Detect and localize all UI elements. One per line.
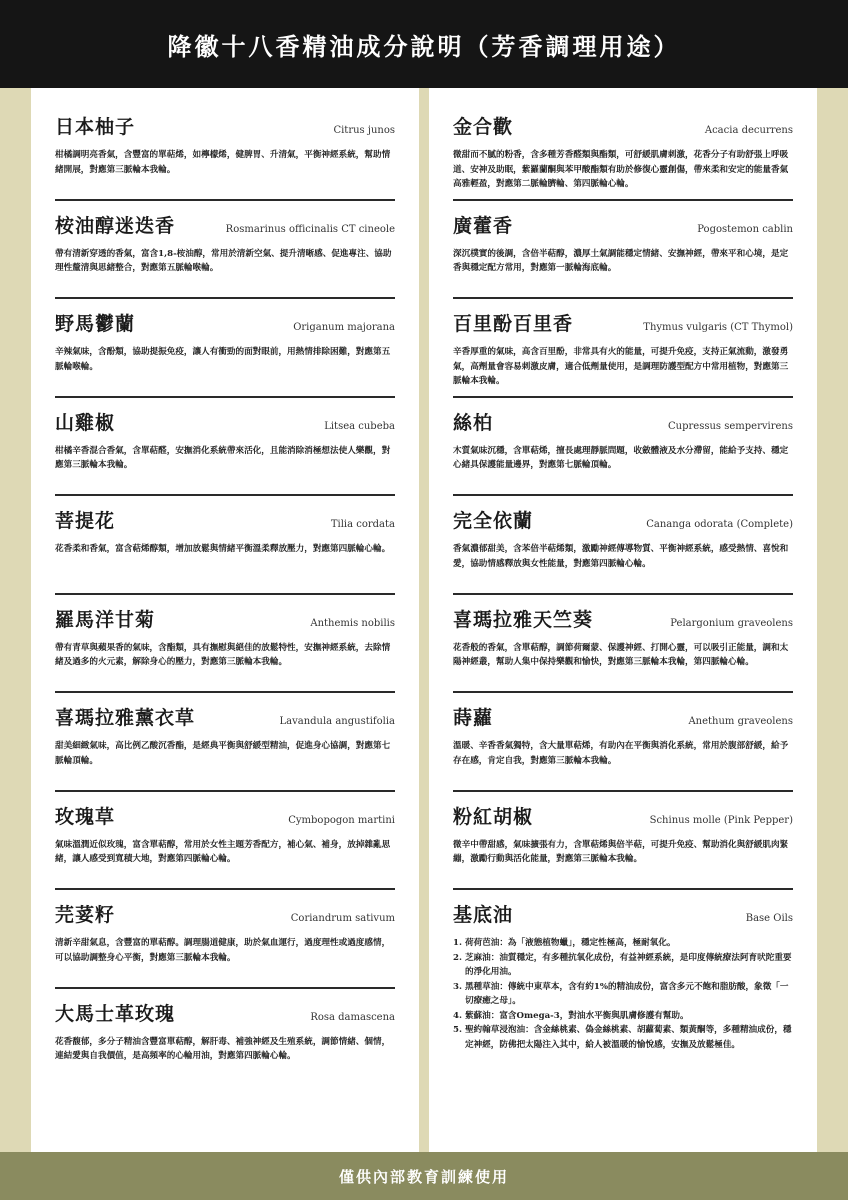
oil-name: 百里酚百里香 [453, 313, 574, 335]
base-oil-item: 2. 芝麻油：油質穩定，有多種抗氧化成份，有益神經系統，是印度傳統療法阿育吠陀重要的淨化用油。 [453, 952, 792, 977]
oil-entry [453, 496, 793, 595]
oil-entry-header [453, 309, 793, 336]
oil-entry [55, 398, 395, 497]
base-oil-item: 3. 黑種草油：傳統中東草本，含有約1%的精油成份，富含多元不飽和脂肪酸，象徵「一切療癒之母」。 [453, 981, 789, 1006]
oil-entry-header [453, 900, 793, 927]
oil-entry [55, 496, 395, 595]
oil-latin-name: Anthemis nobilis [310, 617, 395, 629]
oil-entry [55, 299, 395, 398]
oil-description: 微辛中帶甜感，氣味擴張有力，含單萜烯與倍半萜，可提升免疫、幫助消化與舒緩肌肉緊繃，激勵行動與活化能量，對應第三脈輪本我輪。 [453, 839, 789, 864]
oil-entry [453, 299, 793, 398]
oil-name: 菩提花 [55, 510, 116, 532]
oil-latin-name: Cananga odorata (Complete) [646, 519, 793, 530]
oil-description: 花香柔和香氣，富含萜烯醇類，增加放鬆與情緒平衡溫柔釋放壓力，對應第四脈輪心輪。 [55, 544, 391, 554]
oil-entry-header [453, 408, 793, 435]
left-column [31, 88, 419, 1152]
oil-entry [453, 201, 793, 300]
oil-entry [55, 201, 395, 300]
oil-entry [453, 102, 793, 201]
base-oils-section [453, 890, 793, 1050]
oil-latin-name: Litsea cubeba [324, 420, 395, 432]
base-oils-list [453, 936, 793, 1052]
oil-description: 帶有青草與蘋果香的氣味，含酯類，具有撫慰與絕佳的放鬆特性，安撫神經系統，去除情緒及過多的火元素，解除身心的壓力，對應第三脈輪本我輪。 [55, 642, 391, 667]
oil-entry-header [453, 112, 793, 139]
base-oil-item: 5. 聖約翰草浸泡油：含金絲桃素、偽金絲桃素、胡蘿蔔素、類黃酮等，多種精油成份，穩定神經，防佛把太陽注入其中，給人被溫暖的愉悅感，安撫及放鬆極佳。 [453, 1025, 792, 1050]
oil-latin-name: Tilia cordata [330, 519, 395, 530]
oil-name: 完全依蘭 [453, 510, 534, 532]
oil-description: 氣味溫潤近似玫瑰，富含單萜醇，常用於女性主題芳香配方，補心氣、補身，放掉雜亂思緒，讓人感受到寬積大地，對應第四脈輪心輪。 [55, 839, 391, 864]
oil-description: 香氣濃郁甜美，含苯倍半萜烯類，激勵神經傳導物質、平衡神經系統，感受熱情、喜悅和愛，協助情感釋放與女性能量，對應第四脈輪心輪。 [453, 544, 789, 569]
oil-entry-header [55, 408, 395, 435]
oil-description: 帶有清新穿透的香氣，富含1,8-桉油醇，常用於清新空氣、提升清晰感、促進專注、協助理性釐清與思緒整合，對應第五脈輪喉輪。 [55, 248, 392, 273]
oil-entry [55, 989, 395, 1088]
oil-name: 廣藿香 [453, 214, 514, 237]
oil-entry-header [55, 802, 395, 829]
oil-name: 大馬士革玫瑰 [55, 1002, 176, 1025]
oil-name: 山雞椒 [55, 411, 116, 434]
oil-entry [453, 595, 793, 694]
oil-name: 羅馬洋甘菊 [55, 608, 156, 631]
oil-latin-name: Base Oils [745, 913, 793, 924]
oil-entry-header [55, 112, 395, 139]
oil-description: 甜美細緻氣味，高比例乙酸沉香酯，是經典平衡與舒緩型精油，促進身心協調，對應第七脈輪頂輪。 [55, 741, 391, 766]
oil-name: 日本柚子 [55, 116, 136, 138]
oil-entry [55, 693, 395, 792]
oil-latin-name: Origanum majorana [293, 322, 395, 333]
oil-name: 蒔蘿 [453, 707, 494, 729]
oil-description: 溫暖、辛香香氣獨特，含大量單萜烯，有助內在平衡與消化系統，常用於腹部舒緩，給予存在感，肯定自我，對應第三脈輪本我輪。 [453, 741, 789, 766]
oil-name: 桉油醇迷迭香 [55, 214, 176, 237]
oil-name: 基底油 [453, 904, 514, 926]
oil-entry [453, 398, 793, 497]
oil-entry-header [55, 900, 395, 927]
oil-latin-name: Anethum graveolens [688, 716, 793, 727]
oil-entry-header [55, 506, 395, 533]
page-title: 降徽十八香精油成分說明（芳香調理用途） [167, 31, 681, 61]
oil-name: 野馬鬱蘭 [55, 313, 136, 335]
oil-entry-header [55, 605, 395, 632]
oil-entry [55, 102, 395, 201]
oil-entry [55, 595, 395, 694]
oil-description: 木質氣味沉穩，含單萜烯，擅長處理靜脈問題，收斂體液及水分滯留，能給予支持、穩定心緒具保護能量邊界，對應第七脈輪頂輪。 [453, 445, 789, 470]
oil-entry-header [55, 211, 395, 238]
oil-description: 辛辣氣味，含酚類，協助提振免疫，讓人有衝勁的面對眼前，用熱情排除困難，對應第五脈輪喉輪。 [55, 347, 391, 372]
oil-entry [55, 890, 395, 989]
oil-latin-name: Thymus vulgaris (CT Thymol) [643, 322, 793, 333]
oil-latin-name: Lavandula angustifolia [279, 716, 395, 727]
oil-latin-name: Cupressus sempervirens [668, 420, 793, 432]
oil-name: 喜瑪拉雅薰衣草 [55, 707, 196, 729]
oil-name: 玫瑰草 [55, 805, 116, 828]
oil-name: 絲柏 [453, 411, 494, 434]
oil-latin-name: Schinus molle (Pink Pepper) [649, 814, 793, 826]
oil-name: 喜瑪拉雅天竺葵 [453, 608, 594, 631]
oil-description: 柑橘調明亮香氣，含豐富的單萜烯，如檸檬烯，健脾胃、升清氣，平衡神經系統，幫助情緒開展，對應第三脈輪本我輪。 [55, 150, 391, 175]
oil-entry-header [453, 506, 793, 533]
oil-entry-header [55, 999, 395, 1026]
oil-entry-header [453, 802, 793, 829]
base-oil-item: 1. 荷荷芭油：為「液態植物蠟」，穩定性極高，極耐氧化。 [453, 938, 676, 948]
oil-entry-header [453, 211, 793, 238]
oil-latin-name: Cymbopogon martini [288, 814, 395, 826]
oil-description: 微甜而不膩的粉香，含多種芳香醛類與酯類，可舒緩肌膚刺激，花香分子有助舒張上呼吸道、安神及助眠，紫羅蘭酮與苯甲酸酯類有助於修復心靈創傷，帶來柔和安定的能量香氣高雅輕盈，對應第二脈輪臍輪、第四脈輪心輪。 [453, 150, 789, 189]
oil-entry-header [453, 703, 793, 730]
oil-name: 金合歡 [453, 116, 514, 138]
oil-description: 花香馥郁，多分子精油含豐富單萜醇，解肝毒、補強神經及生殖系統，調節情緒、個情，連結愛與自我價值，是高頻率的心輪用油，對應第四脈輪心輪。 [55, 1036, 391, 1061]
footer-note: 僅供內部教育訓練使用 [338, 1167, 509, 1186]
oil-entry-header [55, 703, 395, 730]
oil-latin-name: Citrus junos [333, 125, 395, 136]
page-footer [0, 1152, 848, 1200]
oil-description: 辛香厚重的氣味，高含百里酚，非常具有火的能量，可提升免疫，支持正氣流動，激發勇氣，高劑量會容易刺激皮膚，適合低劑量使用，是調理防護型配方中常用植物，對應第三脈輪本我輪。 [453, 347, 789, 386]
oil-entry [55, 792, 395, 891]
oil-entry [453, 693, 793, 792]
oil-description: 清新辛甜氣息，含豐富的單萜醇。調理腸道健康，助於氣血運行，過度理性或過度感情，可以協助調整身心平衡，對應第三脈輪本我輪。 [55, 938, 391, 963]
oil-description: 花香般的香氣，含單萜醇，調節荷爾蒙、保護神經、打開心靈，可以吸引正能量，調和太陽神經叢，幫助人集中保持樂觀和愉快，對應第三脈輪本我輪，第四脈輪心輪。 [453, 642, 789, 667]
oil-entry-header [55, 309, 395, 336]
oil-latin-name: Rosmarinus officinalis CT cineole [225, 223, 395, 235]
oil-latin-name: Coriandrum sativum [290, 913, 395, 924]
oil-entry-header [453, 605, 793, 632]
oil-entry [453, 792, 793, 891]
oil-latin-name: Rosa damascena [310, 1011, 395, 1023]
oil-latin-name: Acacia decurrens [704, 125, 793, 136]
right-column [429, 88, 817, 1152]
oil-description: 深沉樸實的後調，含倍半萜醇，濃厚土氣調能穩定情緒、安撫神經，帶來平和心境，是定香與穩定配方常用，對應第一脈輪海底輪。 [453, 248, 789, 273]
oil-name: 芫荽籽 [55, 904, 116, 926]
oil-latin-name: Pelargonium graveolens [670, 617, 793, 629]
base-oil-item: 4. 紫蘇油：富含Omega-3，對油水平衡與肌膚修護有幫助。 [453, 1010, 689, 1021]
oil-latin-name: Pogostemon cablin [697, 223, 793, 235]
page-header [0, 0, 848, 88]
oil-name: 粉紅胡椒 [453, 805, 534, 828]
oil-description: 柑橘辛香混合香氣，含單萜醛，安撫消化系統帶來活化，且能消除消極想法使人樂觀，對應第三脈輪本我輪。 [55, 445, 391, 470]
